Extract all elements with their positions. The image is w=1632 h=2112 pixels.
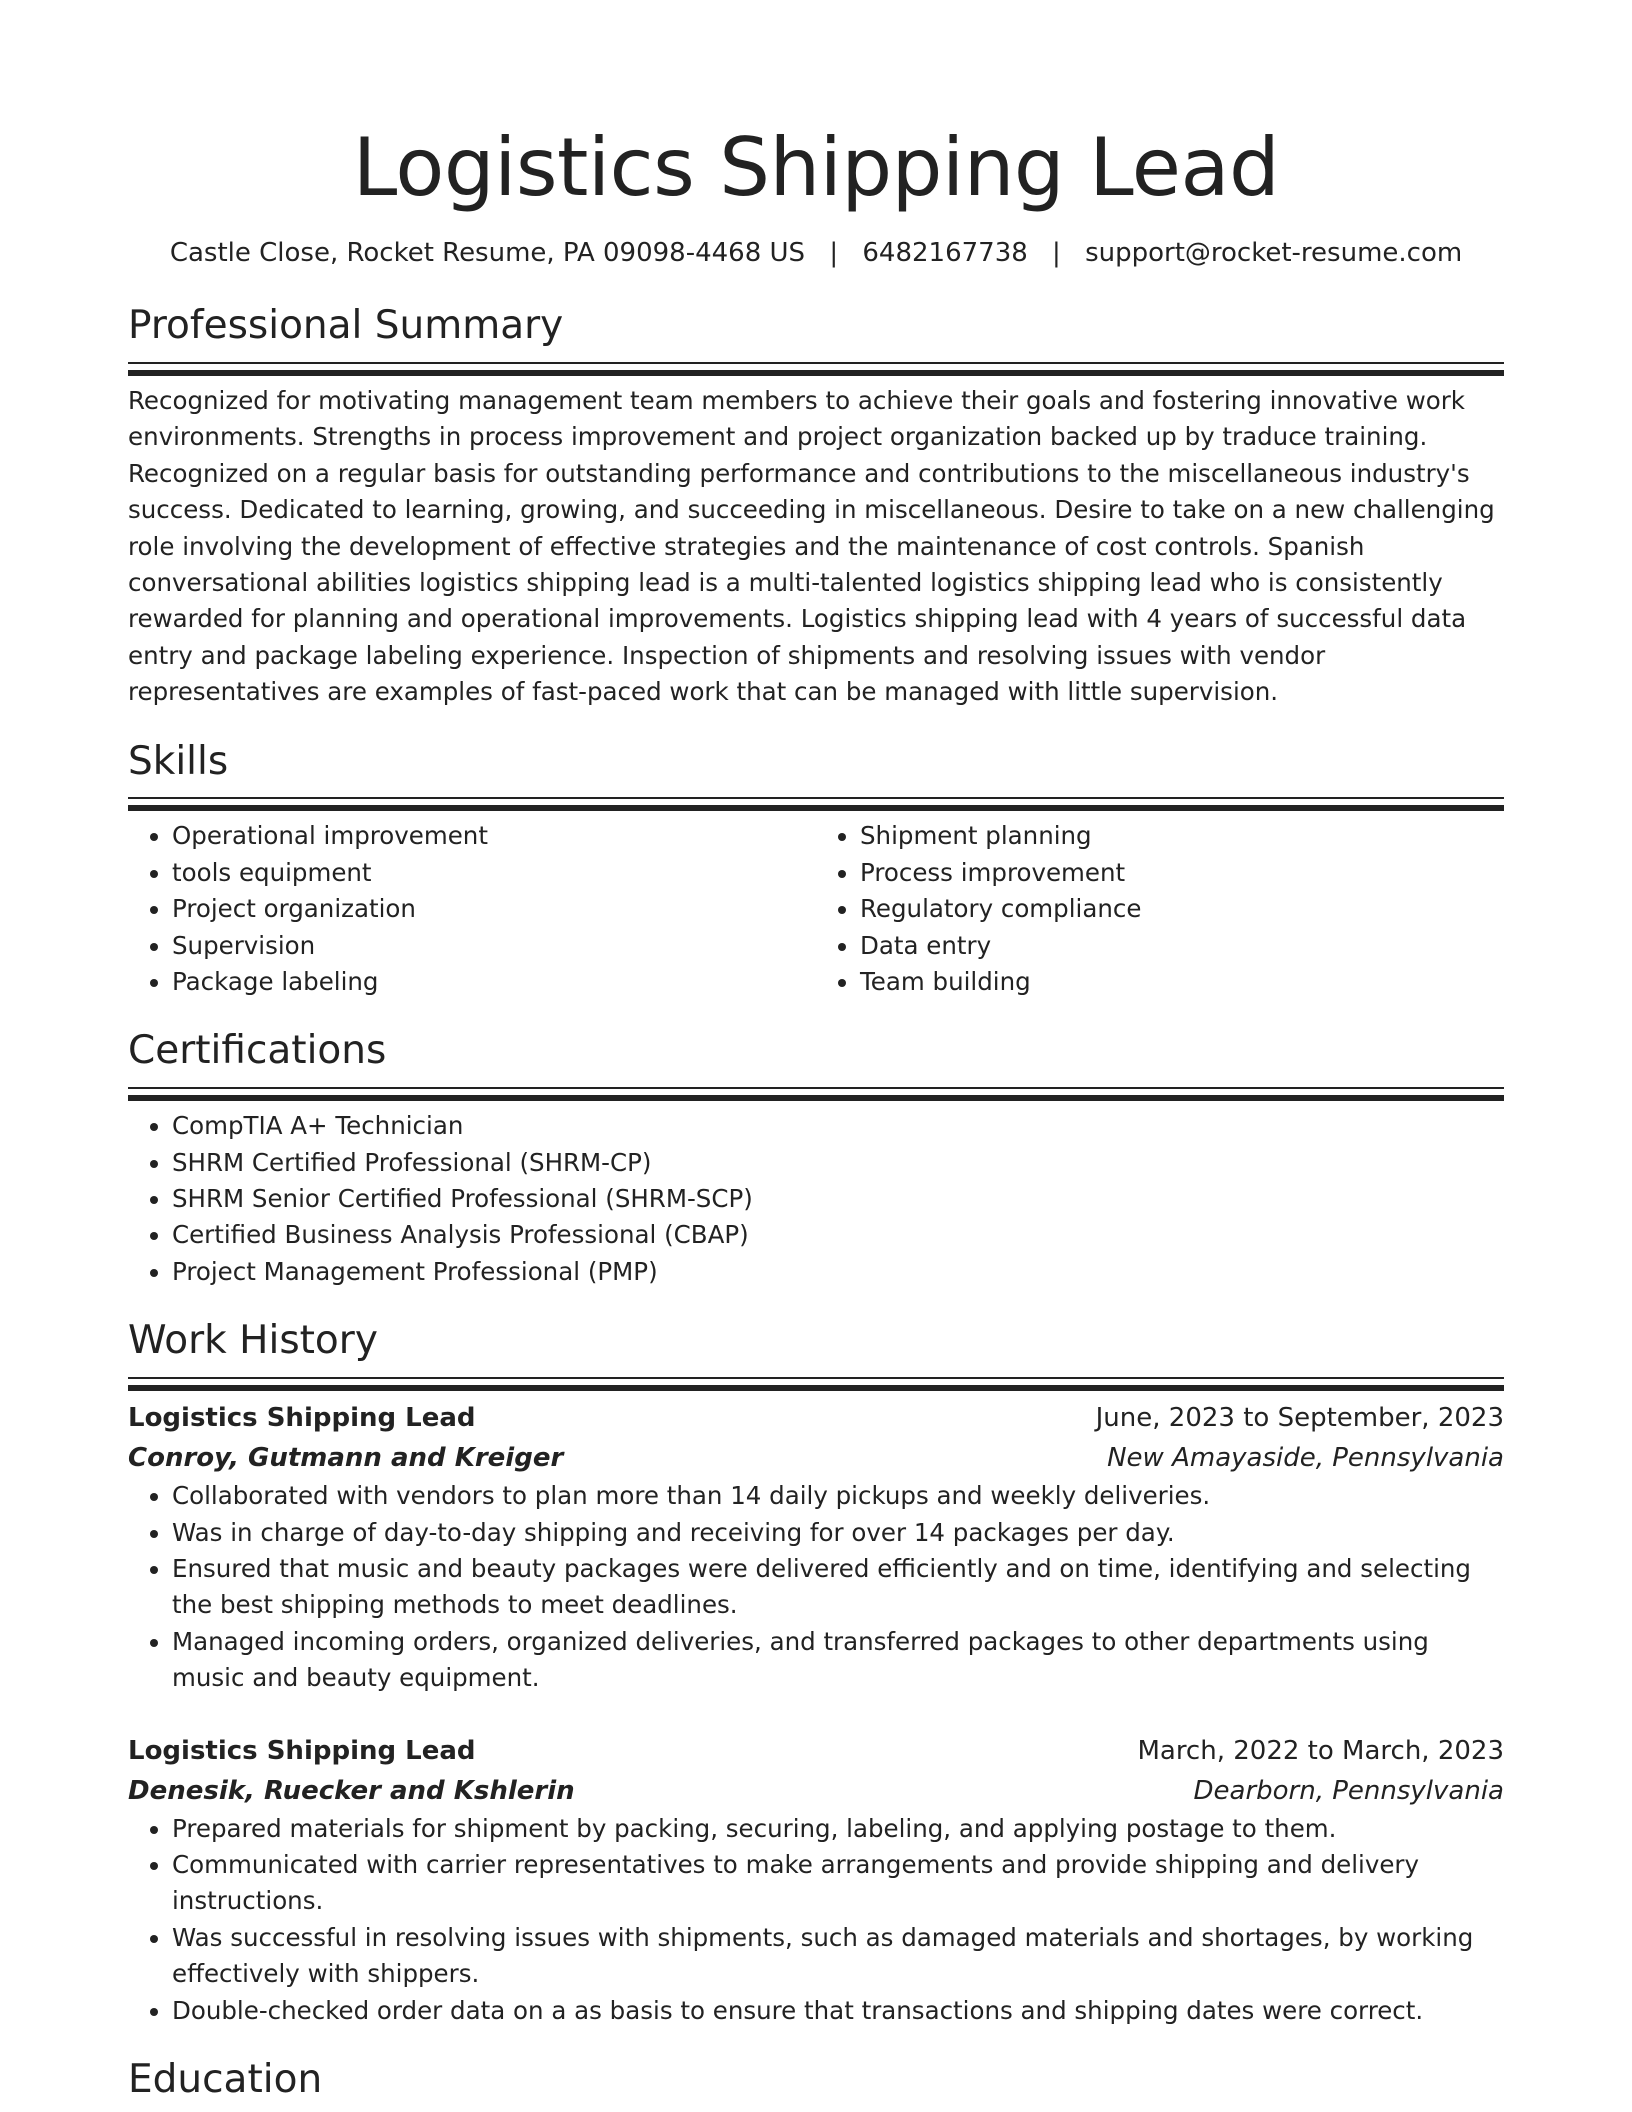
skill-item: • Project organization [172,891,816,927]
job-bullet: • Managed incoming orders, organized deliveries, and transferred packages to other departments using music and beauty equipment. [172,1624,1504,1697]
skill-item: • Operational improvement [172,818,816,854]
summary-text: Recognized for motivating management team members to achieve their goals and fostering innovative work environments. Strengths in process improvement and project organization backed up by traduce training. Recognized on a regular basis for outstanding performance and contributions to the miscellaneous industry's success. Dedicated to learning, growing, and succeeding in miscellaneous. Desire to take on a new challenging role involving the development of effective strategies and the maintenance of cost controls. Spanish conversational abilities logistics shipping lead is a multi-talented logistics shipping lead who is consistently rewarded for planning and operational improvements. Logistics shipping lead with 4 years of successful data entry and package labeling experience. Inspection of shipments and resolving issues with vendor representatives are examples of fast-paced work that can be managed with little supervision. [128,385,1495,707]
job-dates: June, 2023 to September, 2023 [1095,1403,1504,1434]
skill-item: • Regulatory compliance [860,891,1504,927]
certification-item: • Project Management Professional (PMP) [172,1254,1504,1290]
work-history-section [128,1318,1504,2029]
contact-address: Castle Close, Rocket Resume, PA 09098-4468 US [169,238,806,268]
education-section [128,2057,1504,2104]
contact-separator: | [1052,238,1061,268]
job-subheader [128,1438,1504,1478]
contact-phone: 6482167738 [862,238,1028,268]
section-title-summary: Professional Summary [128,303,564,349]
job-entry [128,1398,1504,1696]
contact-line [128,238,1504,269]
section-divider [128,362,1504,377]
skill-item: • Process improvement [860,855,1504,891]
job-entry [128,1731,1504,2029]
skill-item: • Shipment planning [860,818,1504,854]
job-header [128,1731,1504,1771]
certifications-list [128,1108,1504,1290]
job-bullet: • Was successful in resolving issues with shipments, such as damaged materials and shortages, by working effectively with shippers. [172,1920,1504,1993]
job-bullet: • Double-checked order data on a as basis to ensure that transactions and shipping dates were correct. [172,1993,1504,2029]
job-location: Dearborn, Pennsylvania [1193,1775,1504,1806]
summary-section [128,303,1504,710]
section-divider [128,1377,1504,1392]
contact-separator: | [829,238,839,268]
resume-page [128,0,1504,2104]
skill-item: • Supervision [172,928,816,964]
resume-name: Logistics Shipping Lead [352,121,1280,214]
section-divider [128,1087,1504,1102]
skill-item: • tools equipment [172,855,816,891]
section-title-work-history: Work History [128,1318,378,1364]
job-location: New Amayaside, Pennsylvania [1107,1443,1504,1474]
section-divider [128,797,1504,812]
certifications-section [128,1028,1504,1290]
job-title: Logistics Shipping Lead [128,1735,476,1766]
job-dates: March, 2022 to March, 2023 [1137,1735,1504,1766]
certification-item: • SHRM Certified Professional (SHRM-CP) [172,1145,1504,1181]
job-company: Denesik, Ruecker and Kshlerin [128,1775,575,1806]
certification-item: • CompTIA A+ Technician [172,1108,1504,1144]
skill-item: • Team building [860,964,1504,1000]
job-subheader [128,1771,1504,1811]
certification-item: • Certified Business Analysis Professional (CBAP) [172,1217,1504,1253]
job-bullets [128,1478,1504,1696]
job-bullet: • Ensured that music and beauty packages were delivered efficiently and on time, identifying and selecting the best shipping methods to meet deadlines. [172,1551,1504,1624]
job-title: Logistics Shipping Lead [128,1403,476,1434]
skills-section [128,739,1504,1001]
skill-item: • Package labeling [172,964,816,1000]
job-bullet: • Was in charge of day-to-day shipping and receiving for over 14 packages per day. [172,1515,1504,1551]
contact-email: support@rocket-resume.com [1085,238,1463,268]
skills-list-right [816,818,1504,1000]
section-title-education: Education [128,2056,323,2102]
job-header [128,1398,1504,1438]
skill-item: • Data entry [860,928,1504,964]
skills-list-left [128,818,816,1000]
job-company: Conroy, Gutmann and Kreiger [128,1443,564,1474]
job-bullet: • Collaborated with vendors to plan more than 14 daily pickups and weekly deliveries. [172,1478,1504,1514]
skills-grid [128,818,1504,1000]
job-bullets [128,1811,1504,2029]
job-bullet: • Prepared materials for shipment by packing, securing, labeling, and applying postage to them. [172,1811,1504,1847]
section-title-skills: Skills [128,738,229,784]
section-title-certifications: Certifications [128,1028,387,1074]
certification-item: • SHRM Senior Certified Professional (SHRM-SCP) [172,1181,1504,1217]
job-bullet: • Communicated with carrier representatives to make arrangements and provide shipping and delivery instructions. [172,1847,1504,1920]
